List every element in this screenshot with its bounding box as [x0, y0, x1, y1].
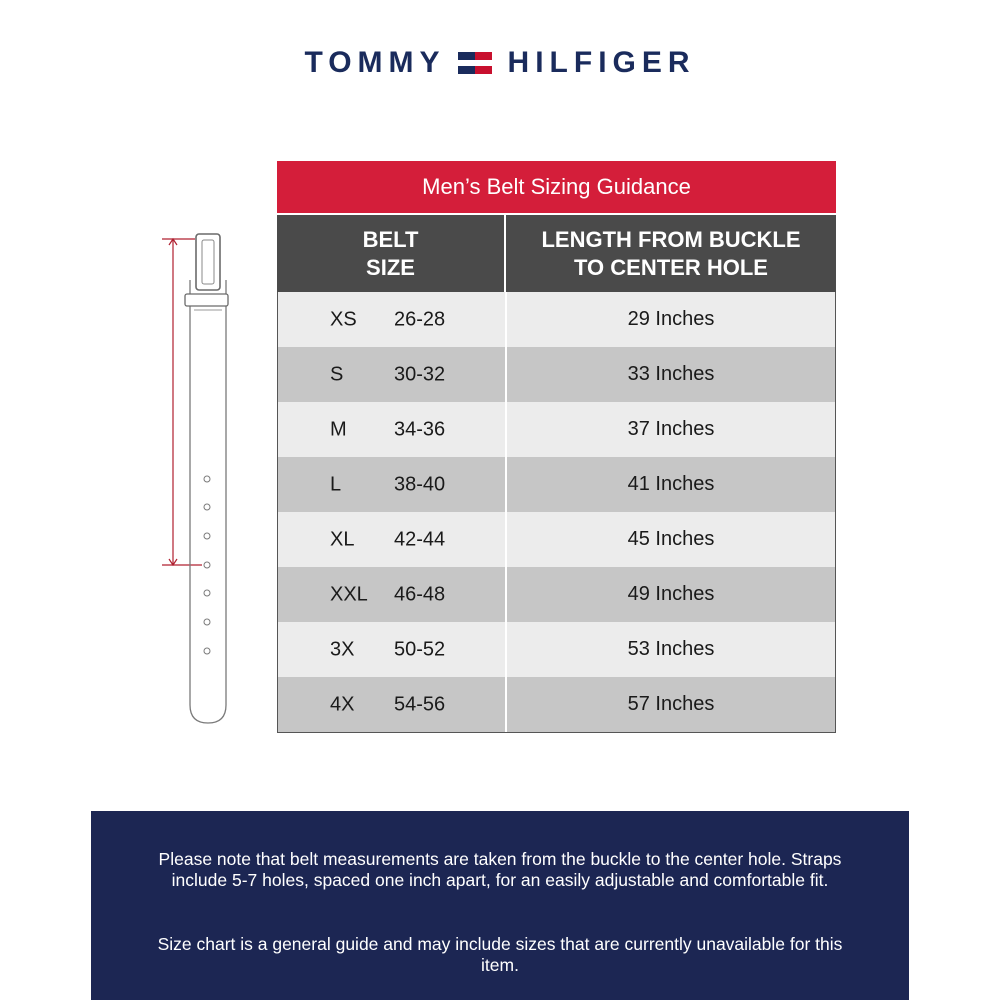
size-range: 54-56: [394, 693, 446, 715]
size-range: 34-36: [394, 418, 446, 440]
size-label: 4X: [330, 693, 355, 715]
belt-size-table: [277, 161, 836, 733]
size-range: 38-40: [394, 473, 446, 495]
brand-word-left: TOMMY: [304, 46, 446, 79]
size-label: 3X: [330, 638, 355, 660]
size-range: 50-52: [394, 638, 446, 660]
table-row: [278, 677, 835, 732]
brand-word-right: HILFIGER: [507, 46, 696, 79]
table-row: [278, 512, 835, 567]
table-row: [278, 347, 835, 402]
belt-illustration: [150, 220, 250, 730]
flag-icon: [458, 52, 492, 74]
size-range: 46-48: [394, 583, 446, 605]
notice-paragraph-measurement: Please note that belt measurements are taken from the buckle to the center hole. Straps include 5-7 holes, spaced one inch apart, for an easily adjustable and comfortable fit.: [158, 849, 842, 890]
length-value: 37 Inches: [627, 418, 715, 440]
size-label: XS: [330, 308, 357, 330]
table-body: [277, 292, 836, 733]
size-label: S: [330, 363, 344, 385]
buckle-icon: [196, 234, 220, 290]
length-value: 53 Inches: [627, 638, 715, 660]
table-row: [278, 292, 835, 347]
brand-logo: [0, 46, 1000, 80]
size-range: 30-32: [394, 363, 446, 385]
length-value: 49 Inches: [627, 583, 715, 605]
size-label: M: [330, 418, 347, 440]
keeper-loop: [185, 294, 228, 306]
table-row: [278, 567, 835, 622]
size-label: XL: [330, 528, 355, 550]
length-value: 41 Inches: [627, 473, 715, 495]
length-value: 29 Inches: [627, 308, 715, 330]
belt-strap: [190, 280, 226, 723]
header-length: LENGTH FROM BUCKLE TO CENTER HOLE: [541, 226, 801, 280]
header-belt-size: BELT SIZE: [277, 215, 506, 292]
length-value: 45 Inches: [627, 528, 715, 550]
size-range: 42-44: [394, 528, 446, 550]
size-label: L: [330, 473, 342, 495]
table-title: Men’s Belt Sizing Guidance: [277, 161, 836, 213]
table-row: [278, 457, 835, 512]
length-value: 57 Inches: [627, 693, 715, 715]
table-header: [277, 213, 836, 292]
table-row: [278, 402, 835, 457]
size-range: 26-28: [394, 308, 446, 330]
notice-paragraph-availability: Size chart is a general guide and may include sizes that are currently unavailable for this item.: [157, 934, 843, 975]
table-row: [278, 622, 835, 677]
sizing-notice: [91, 811, 909, 1000]
size-label: XXL: [330, 583, 368, 605]
length-value: 33 Inches: [627, 363, 715, 385]
belt-holes: [204, 476, 210, 654]
